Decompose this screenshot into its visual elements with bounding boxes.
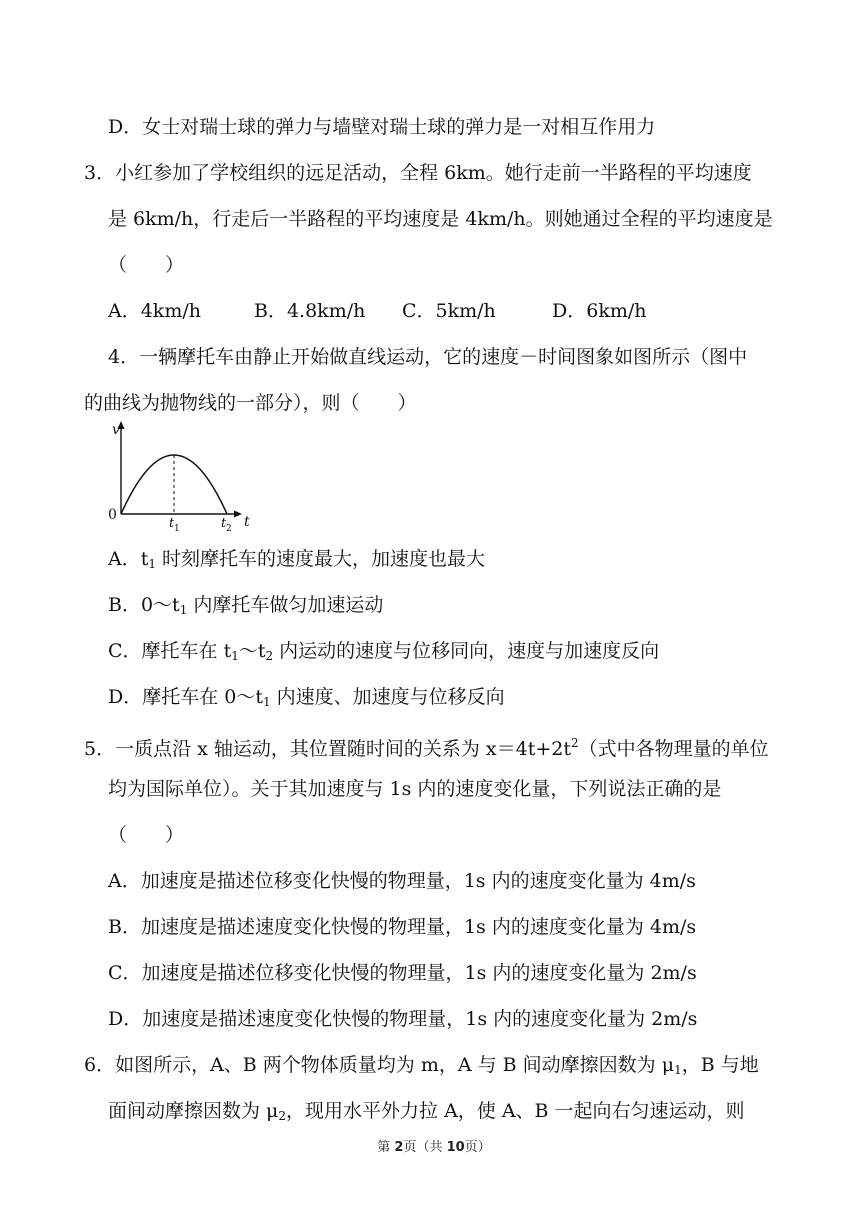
- graph-t1-subscript: 1: [174, 524, 180, 534]
- q2-option-d: D．女士对瑞士球的弹力与墙壁对瑞士球的弹力是一对相互作用力: [108, 116, 656, 138]
- footer-total-pages: 10: [446, 1140, 465, 1155]
- graph-t2-label: t: [221, 516, 227, 531]
- graph-t1-label: t: [169, 516, 175, 531]
- graph-t2-subscript: 2: [226, 524, 232, 534]
- q4-stem-line1: 4．一辆摩托车由静止开始做直线运动，它的速度－时间图象如图所示（图中: [108, 346, 748, 368]
- graph-v-label: v: [112, 422, 120, 438]
- q3-stem-line1: 3．小红参加了学校组织的远足活动，全程 6km。她行走前一半路程的平均速度: [84, 162, 752, 184]
- q5-option-a: A．加速度是描述位移变化快慢的物理量，1s 内的速度变化量为 4m/s: [108, 870, 696, 892]
- q5-answer-blank: （ ）: [108, 824, 185, 846]
- q3-option-c: C．5km/h: [402, 300, 496, 322]
- q4-option-b: B．$0\sim t_1$ 内摩托车做匀加速运动: [108, 594, 384, 617]
- page-footer: 第 2页（共 10页）: [377, 1140, 491, 1155]
- graph-t-label: t: [244, 514, 250, 530]
- graph-origin-label: 0: [108, 507, 117, 523]
- q5-stem-line1: 5．一质点沿 x 轴运动，其位置随时间的关系为 $x=4t+2t^2$（式中各物理量的单位: [84, 736, 769, 760]
- q4-option-d: D．摩托车在 $0\sim t_1$ 内速度、加速度与位移反向: [108, 686, 505, 709]
- q5-stem-line2: 均为国际单位）。关于其加速度与 1s 内的速度变化量，下列说法正确的是: [108, 778, 722, 800]
- q5-option-d: D．加速度是描述速度变化快慢的物理量，1s 内的速度变化量为 2m/s: [108, 1008, 698, 1030]
- velocity-time-graph: [104, 418, 260, 534]
- q3-option-d: D．6km/h: [552, 300, 647, 322]
- q5-option-b: B．加速度是描述速度变化快慢的物理量，1s 内的速度变化量为 4m/s: [108, 916, 697, 938]
- q3-answer-blank: （ ）: [108, 254, 185, 276]
- q3-stem-line2: 是 6km/h，行走后一半路程的平均速度是 4km/h。则她通过全程的平均速度是: [108, 208, 773, 230]
- q3-options: [108, 298, 647, 324]
- q4-stem-line2: 的曲线为抛物线的一部分），则（ ）: [84, 392, 417, 414]
- footer-page-number: 2: [394, 1140, 404, 1155]
- q6-stem-line1: 6．如图所示，A、B 两个物体质量均为 m，A 与 B 间动摩擦因数为 $\mu_1$，B 与地: [84, 1054, 759, 1077]
- q3-option-b: B．4.8km/h: [254, 300, 366, 322]
- q4-option-a: A．$t_1$ 时刻摩托车的速度最大，加速度也最大: [108, 548, 486, 571]
- q4-option-c: C．摩托车在 $t_1\sim t_2$ 内运动的速度与位移同向，速度与加速度反向: [108, 640, 660, 663]
- q3-option-a: A．4km/h: [108, 300, 201, 322]
- q6-stem-line2: 面间动摩擦因数为 $\mu_2$，现用水平外力拉 A，使 A、B 一起向右匀速运动，则: [108, 1100, 745, 1123]
- q5-option-c: C．加速度是描述位移变化快慢的物理量，1s 内的速度变化量为 2m/s: [108, 962, 697, 984]
- graph-x-arrow: [234, 511, 242, 518]
